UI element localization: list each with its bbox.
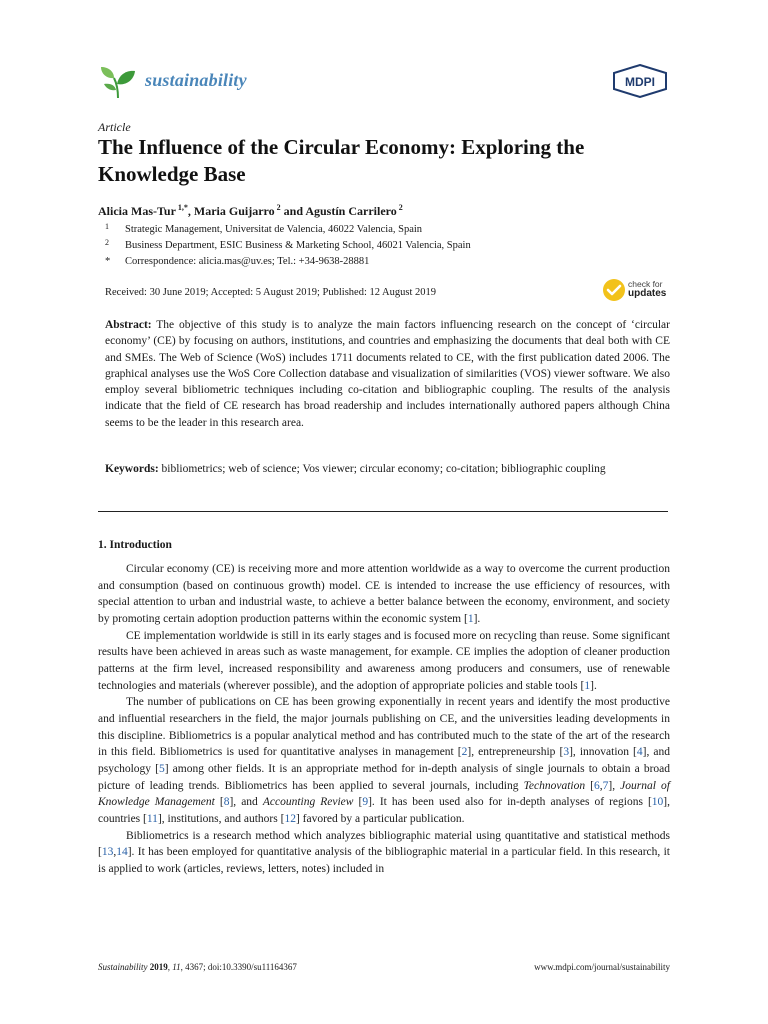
body-text-run: [ bbox=[353, 796, 363, 809]
body-text-run: ]. It has been employed for quantitative analysis of the bibliographic material in a particular field. In this research, it is applied to work (articles, reviews, letters, notes) included in bbox=[98, 846, 670, 875]
citation-link[interactable]: 3 bbox=[563, 746, 570, 759]
correspondence-row bbox=[105, 254, 665, 270]
body-text-run: ], innovation [ bbox=[569, 746, 637, 759]
article-type: Article bbox=[98, 120, 131, 134]
check-icon bbox=[602, 278, 626, 302]
citation-link[interactable]: 4 bbox=[636, 746, 643, 759]
citation-link[interactable]: 6 bbox=[594, 779, 600, 792]
body-text-run: , bbox=[599, 779, 603, 792]
section-divider bbox=[98, 511, 668, 512]
citation-link[interactable]: 14 bbox=[116, 846, 128, 859]
affiliation-row bbox=[105, 222, 665, 238]
author-affiliation-mark: 2 bbox=[274, 203, 281, 212]
paper-title: The Influence of the Circular Economy: Exploring the Knowledge Base bbox=[98, 135, 585, 186]
affiliation-text: Strategic Management, Universitat de Valencia, 46022 Valencia, Spain bbox=[125, 224, 423, 235]
body-text-run: ]. bbox=[473, 612, 481, 625]
abstract-text: The objective of this study is to analyze the main factors influencing research on the concept of ‘circular economy’ (CE) by focusing on authors, institutions, and countries and emphasizing the documents that deal both with CE and SMEs. The Web of Science (WoS) includes 1711 documents related to CE, with the first publication dated 2006. The graphical analyses use the WoS Core Collection database and visualization of similarities (VOS) viewer software. We also employ several bibliometric techniques including co-citation and bibliographic coupling. The results of the analysis indicate that the field of CE research has broad readership and includes internationally authored papers although China seems to be the leader in this research area. bbox=[105, 319, 670, 429]
journal-name[interactable]: sustainability bbox=[145, 70, 247, 90]
footer-citation: Sustainability 2019, 11, 4367; doi:10.3390/su11164367 bbox=[98, 962, 297, 972]
citation-link[interactable]: 1 bbox=[467, 612, 474, 625]
body-text-run: CE implementation worldwide is still in its early stages and is focused more on recycling than reuse. Some significant results have been achieved in areas such as waste management, for example. CE implies the adoption of cleaner production patterns at the firm level, increased responsibility and awareness among producers and consumers, use of renewable technologies and materials (wherever possible), and the adoption of appropriate policies and stable tools [ bbox=[98, 629, 670, 692]
affiliation-text: Business Department, ESIC Business & Marketing School, 46021 Valencia, Spain bbox=[125, 240, 471, 251]
citation-link[interactable]: 1 bbox=[584, 679, 591, 692]
sustainability-leaf-icon bbox=[98, 62, 138, 102]
citation-link[interactable]: 9 bbox=[362, 796, 369, 809]
correspondence-text[interactable]: Correspondence: alicia.mas@uv.es; Tel.: +34-9638-28881 bbox=[125, 256, 370, 267]
body-text-run: [ bbox=[585, 779, 595, 792]
abstract-label: Abstract: bbox=[105, 319, 152, 331]
citation-link[interactable]: 12 bbox=[284, 812, 296, 825]
affiliations bbox=[105, 222, 665, 270]
citation-link[interactable]: 5 bbox=[158, 762, 165, 775]
journal-title-italic: Accounting Review bbox=[262, 796, 354, 809]
footer-year: 2019 bbox=[149, 962, 168, 972]
body-text-run: ] among other fields. It is an appropriate method for in-depth analysis of single journals to obtain a broad picture of leading trends. Bibliometrics has been applied to several journals, including bbox=[98, 762, 671, 792]
citation-link[interactable]: 2 bbox=[461, 746, 468, 759]
abstract bbox=[105, 317, 670, 431]
journal-title-italic: Journal of Knowledge Management bbox=[98, 779, 670, 809]
citation-link[interactable]: 10 bbox=[651, 796, 664, 809]
svg-text:MDPI: MDPI bbox=[625, 75, 655, 89]
citation-link[interactable]: 8 bbox=[223, 796, 230, 809]
body-text-run: ]. bbox=[590, 679, 597, 692]
journal-header bbox=[98, 58, 668, 108]
body-paragraph bbox=[98, 561, 670, 628]
body-text-run: ], institutions, and authors [ bbox=[157, 812, 285, 825]
body-text-run: ], countries [ bbox=[98, 796, 671, 825]
citation-link[interactable]: 11 bbox=[146, 812, 158, 825]
footer-journal: Sustainability bbox=[98, 962, 148, 972]
body-text-run: ], and psychology [ bbox=[98, 746, 671, 775]
author-name[interactable]: Agustín Carrilero bbox=[305, 204, 397, 218]
footer-doi[interactable]: , 4367; doi:10.3390/su11164367 bbox=[180, 962, 297, 972]
author-name[interactable]: Maria Guijarro bbox=[193, 204, 275, 218]
citation-link[interactable]: 13 bbox=[101, 846, 114, 859]
keywords-label: Keywords: bbox=[105, 463, 159, 475]
affiliation-row bbox=[105, 238, 665, 254]
body-text-run: , bbox=[113, 846, 117, 859]
affiliation-mark: 1 bbox=[105, 222, 109, 231]
citation-link[interactable]: 7 bbox=[602, 779, 609, 792]
section-heading: 1. Introduction bbox=[98, 539, 172, 551]
body-text-run: Bibliometrics is a research method which analyzes bibliographic material using quantitative and statistical methods [ bbox=[98, 829, 670, 859]
affiliation-mark: 2 bbox=[105, 238, 109, 247]
journal-title-italic: Technovation bbox=[523, 779, 586, 792]
body-text-run: ] favored by a particular publication. bbox=[295, 812, 465, 825]
updates-label: updates bbox=[628, 288, 667, 299]
body-text-run: [ bbox=[214, 796, 224, 809]
check-for-updates-badge[interactable] bbox=[602, 276, 672, 304]
author-list bbox=[98, 203, 403, 219]
author-name[interactable]: Alicia Mas-Tur bbox=[98, 204, 176, 218]
body-paragraph bbox=[98, 694, 670, 827]
footer-volume: 11 bbox=[172, 962, 181, 972]
keywords bbox=[105, 461, 670, 477]
body-text-run: The number of publications on CE has been growing exponentially in recent years and identify the most productive and influential researchers in the field, the major journals publishing on CE, and the universities leading developments in this discipline. Bibliometrics is a popular analytical method and has contributed much to the state of the art of the research in this field. Bibliometrics is used for quantitative analyses in management [ bbox=[98, 696, 670, 759]
body-text-run: ]. It has been used also for in-depth analyses of regions [ bbox=[368, 796, 652, 809]
body-text-run: ], bbox=[608, 779, 621, 792]
footer-url[interactable]: www.mdpi.com/journal/sustainability bbox=[534, 962, 670, 972]
check-for-label: check for bbox=[628, 279, 663, 289]
affiliation-mark: * bbox=[105, 256, 111, 267]
publication-dates: Received: 30 June 2019; Accepted: 5 August 2019; Published: 12 August 2019 bbox=[105, 287, 437, 298]
author-separator: , bbox=[187, 204, 194, 218]
author-affiliation-mark: 2 bbox=[396, 203, 403, 212]
author-separator: and bbox=[280, 204, 306, 218]
mdpi-logo[interactable] bbox=[612, 64, 668, 98]
body-paragraph bbox=[98, 828, 670, 878]
author-affiliation-mark: 1,* bbox=[175, 203, 188, 212]
keywords-text: bibliometrics; web of science; Vos viewer; circular economy; co-citation; bibliographic coupling bbox=[161, 463, 606, 475]
body-text-run: ], entrepreneurship [ bbox=[467, 746, 564, 759]
body-text-run: Circular economy (CE) is receiving more and more attention worldwide as a way to overcome the current production and consumption (based on continuous growth) model. CE is intended to increase the use efficiency of resources, with special attention to urban and industrial waste, to achieve a better balance between the economy, environment, and society by promoting certain adoption production patterns within the economic system [ bbox=[98, 563, 670, 625]
body-text-run: ], and bbox=[229, 796, 263, 809]
body-paragraph bbox=[98, 628, 670, 695]
introduction-body bbox=[98, 561, 670, 877]
